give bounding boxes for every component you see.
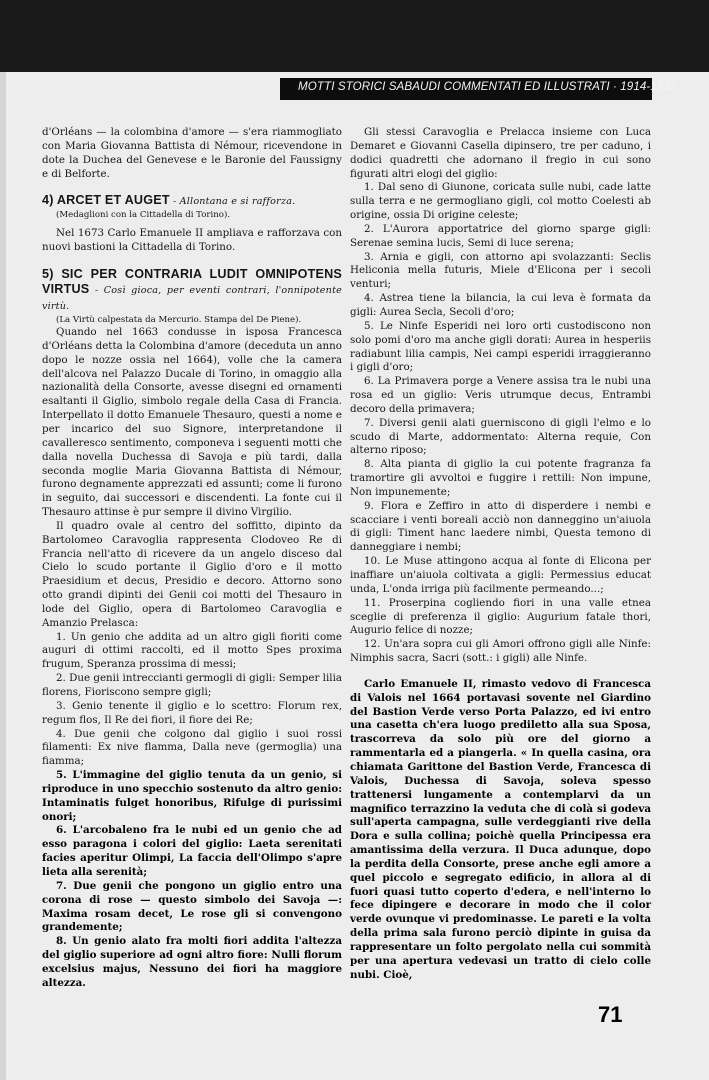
section-4-paragraph: Nel 1673 Carlo Emanuele II ampliava e rafforzava con nuovi bastioni la Cittadella di Torino. <box>42 227 342 254</box>
frieze-item: 12. Un'ara sopra cui gli Amori offrono gigli alle Ninfe: Nimphis sacra, Sacri (sott.: i gigli) alle Ninfe. <box>350 638 651 665</box>
frieze-item: 5. Le Ninfe Esperidi nei loro orti custodiscono non solo pomi d'oro ma anche gigli dorati: Aurea in hesperiis radiabunt lilia campis, Nei campi esperidi irraggieranno i gigli d'oro; <box>350 319 651 374</box>
section-5-subtitle: - Così gioca, per eventi contrari, l'onnipotente virtù. <box>42 285 342 313</box>
motto-item: 2. Due genii intreccianti germogli di gigli: Semper lilia florens, Fioriscono sempre gigli; <box>42 672 342 698</box>
motto-item: 4. Due genii che colgono dal giglio i suoi rossi filamenti: Ex nive flamma, Dalla neve (germoglia) una fiamma; <box>42 727 342 768</box>
section-4-heading <box>42 193 342 209</box>
paragraph-continuation: d'Orléans — la colombina d'amore — s'era riammogliato con Maria Giovanna Battista di Némour, ricevendone in dote la Duchea del Genevese e le Baronie del Faussigny e di Belforte. <box>42 126 342 180</box>
frieze-item: 9. Flora e Zeffiro in atto di disperdere i nembi e scacciare i venti boreali acciò non danneggino un'aiuola di gigli: Timent hanc laedere nimbi, Questa temono di danneggiare i nembi; <box>350 499 651 554</box>
widower-paragraph: Carlo Emanuele II, rimasto vedovo di Francesca di Valois nel 1664 portavasi sovente nel Giardino del Bastion Verde verso Porta Palazzo, ed ivi entro una casetta ch'era luogo prediletto alla sua Sposa, trascorreva da solo più ore del giorno a rammentarla ed a piangerla. « In quella casina, ora chiamata Garittone del Bastion Verde, Francesca di Valois, Duchessa di Savoja, soleva spesso trattenersi lungamente a contemplarvi da un magnifico terrazzino la veduta che di colà si godeva sull'aperta campagna, sulle verdeggianti rive della Dora e sulla collina; poichè quella Principessa era amantissima della verzura. Il Duca adunque, dopo la perdita della Consorte, prese anche egli amore a quel piccolo e segregato edificio, in allora al di fuori quasi tutto coperto d'edera, e nell'interno lo fece dipingere e decorare in modo che il color verde ovunque vi predominasse. Le pareti e la volta della prima sala furono perciò dipinte in guisa da rappresentare un folto pergolato nella cui sommità per una apertura vedevasi un tratto di cielo colle nubi. Cioè, <box>350 677 651 981</box>
section-4-title: 4) ARCET ET AUGET <box>42 193 170 208</box>
frieze-item: 3. Arnia e gigli, con attorno api svolazzanti: Seclis Heliconia mella futuris, Miele d'Elicona per i secoli venturi; <box>350 250 651 291</box>
frieze-item: 7. Diversi genii alati guerniscono di gigli l'elmo e lo scudo di Marte, addormentato: Alterna requie, Con alterno riposo; <box>350 416 651 457</box>
section-4-subtitle: - Allontana e si rafforza. <box>169 196 296 208</box>
right-column <box>350 126 651 982</box>
frieze-item: 4. Astrea tiene la bilancia, la cui leva è formata da gigli: Aurea Secla, Secoli d'oro; <box>350 292 651 318</box>
frieze-item: 1. Dal seno di Giunone, coricata sulle nubi, cade latte sulla terra e ne germogliano gigli, col motto Coelesti ab origine, ossia Di origine celeste; <box>350 181 651 222</box>
section-5-paragraph-2: Il quadro ovale al centro del soffitto, dipinto da Bartolomeo Caravoglia rappresenta Clodoveo Re di Francia nell'atto di ricevere da un angelo disceso dal Cielo lo scudo portante il Giglio d'oro e il motto Praesidium et decus, Presidio e decoro. Attorno sono otto grandi dipinti dei Genii coi motti del Thesauro in lode del Giglio, opera di Bartolomeo Caravoglia e Amanzio Prelasca: <box>42 519 342 629</box>
motto-item: 1. Un genio che addita ad un altro gigli fioriti come auguri di ottimi raccolti, ed il motto Spes proxima frugum, Speranza prossima di messi; <box>42 630 342 671</box>
section-5-paragraph-1: Quando nel 1663 condusse in isposa Francesca d'Orléans detta la Colombina d'amore (deceduta un anno dopo le nozze ossia nel 1664), volle che la camera dell'alcova nel Palazzo Ducale di Torino, in omaggio alla nazionalità della Consorte, avesse disegni ed ornamenti esaltanti il Giglio, simbolo regale della Casa di Francia. Interpellato il dotto Emanuele Thesauro, questi a nome e per incarico del suo Signore, interpretandone il cavalleresco sentimento, componeva i seguenti motti che dalla novella Duchessa di Savoja e più tardi, dalla seconda moglie Maria Giovanna Battista di Némour, furono degnamente apprezzati ed assunti; come li furono in seguito, dai successori e discendenti. La fonte cui il Thesauro attinse è pur sempre il divino Virgilio. <box>42 326 342 519</box>
section-5-caption: (La Virtù calpestata da Mercurio. Stampa del De Piene). <box>56 315 302 326</box>
section-4-caption: (Medaglioni con la Cittadella di Torino). <box>56 210 231 221</box>
page-number: 71 <box>598 1002 623 1027</box>
frieze-intro-paragraph: Gli stessi Caravoglia e Prelacca insieme con Luca Demaret e Giovanni Casella dipinsero, tre per caduno, i dodici quadretti che adornano il fregio in cui sono figurati altri elogi del giglio: <box>350 126 651 180</box>
motto-item: 8. Un genio alato fra molti fiori addita l'altezza del giglio superiore ad ogni altro fiore: Nulli florum excelsius majus, Nessuno dei fiori ha maggiore altezza. <box>42 935 342 989</box>
motto-item: 7. Due genii che pongono un giglio entro una corona di rose — questo simbolo dei Savoja —: Maxima rosam decet, Le rose gli si convengono grandemente; <box>42 879 342 934</box>
frieze-item: 2. L'Aurora apportatrice del giorno sparge gigli: Serenae semina lucis, Semi di luce serena; <box>350 222 651 249</box>
motto-item: 3. Genio tenente il giglio e lo scettro: Florum rex, regum flos, Il Re dei fiori, il fiore dei Re; <box>42 699 342 726</box>
section-5-heading <box>42 267 342 314</box>
section-5-title: 5) SIC PER CONTRARIA LUDIT OMNIPOTENS VIRTUS <box>42 267 342 297</box>
frieze-item: 6. La Primavera porge a Venere assisa tra le nubi una rosa ed un giglio: Veris utrumque decus, Entrambi decoro della primavera; <box>350 375 651 415</box>
frieze-item: 10. Le Muse attingono acqua al fonte di Elicona per inaffiare un'aiuola coltivata a gigli: Permessius educat unda, L'onda irriga più facilmente permeando...; <box>350 555 651 595</box>
motto-item: 5. L'immagine del giglio tenuta da un genio, si riproduce in uno specchio sostenuto da altro genio: Intaminatis fulget honoribus, Rifulge di purissimi onori; <box>42 769 342 823</box>
motto-item: 6. L'arcobaleno fra le nubi ed un genio che ad esso paragona i colori del giglio: Laeta serenitati facies aperitur Olimpi, La faccia dell'Olimpo s'apre lieta alla serenità; <box>42 824 342 878</box>
left-column <box>42 126 342 991</box>
frieze-item: 11. Proserpina cogliendo fiori in una valle etnea sceglie di preferenza il giglio: Augurium fatale thori, Augurio felice di nozze; <box>350 596 651 637</box>
frieze-item: 8. Alta pianta di giglio la cui potente fragranza fa tramortire gli avvoltoi e fuggire i rettili: Non impune, Non impunemente; <box>350 458 651 498</box>
running-header-title: MOTTI STORICI SABAUDI COMMENTATI ED ILLUSTRATI · 1914-1932 <box>298 80 677 93</box>
